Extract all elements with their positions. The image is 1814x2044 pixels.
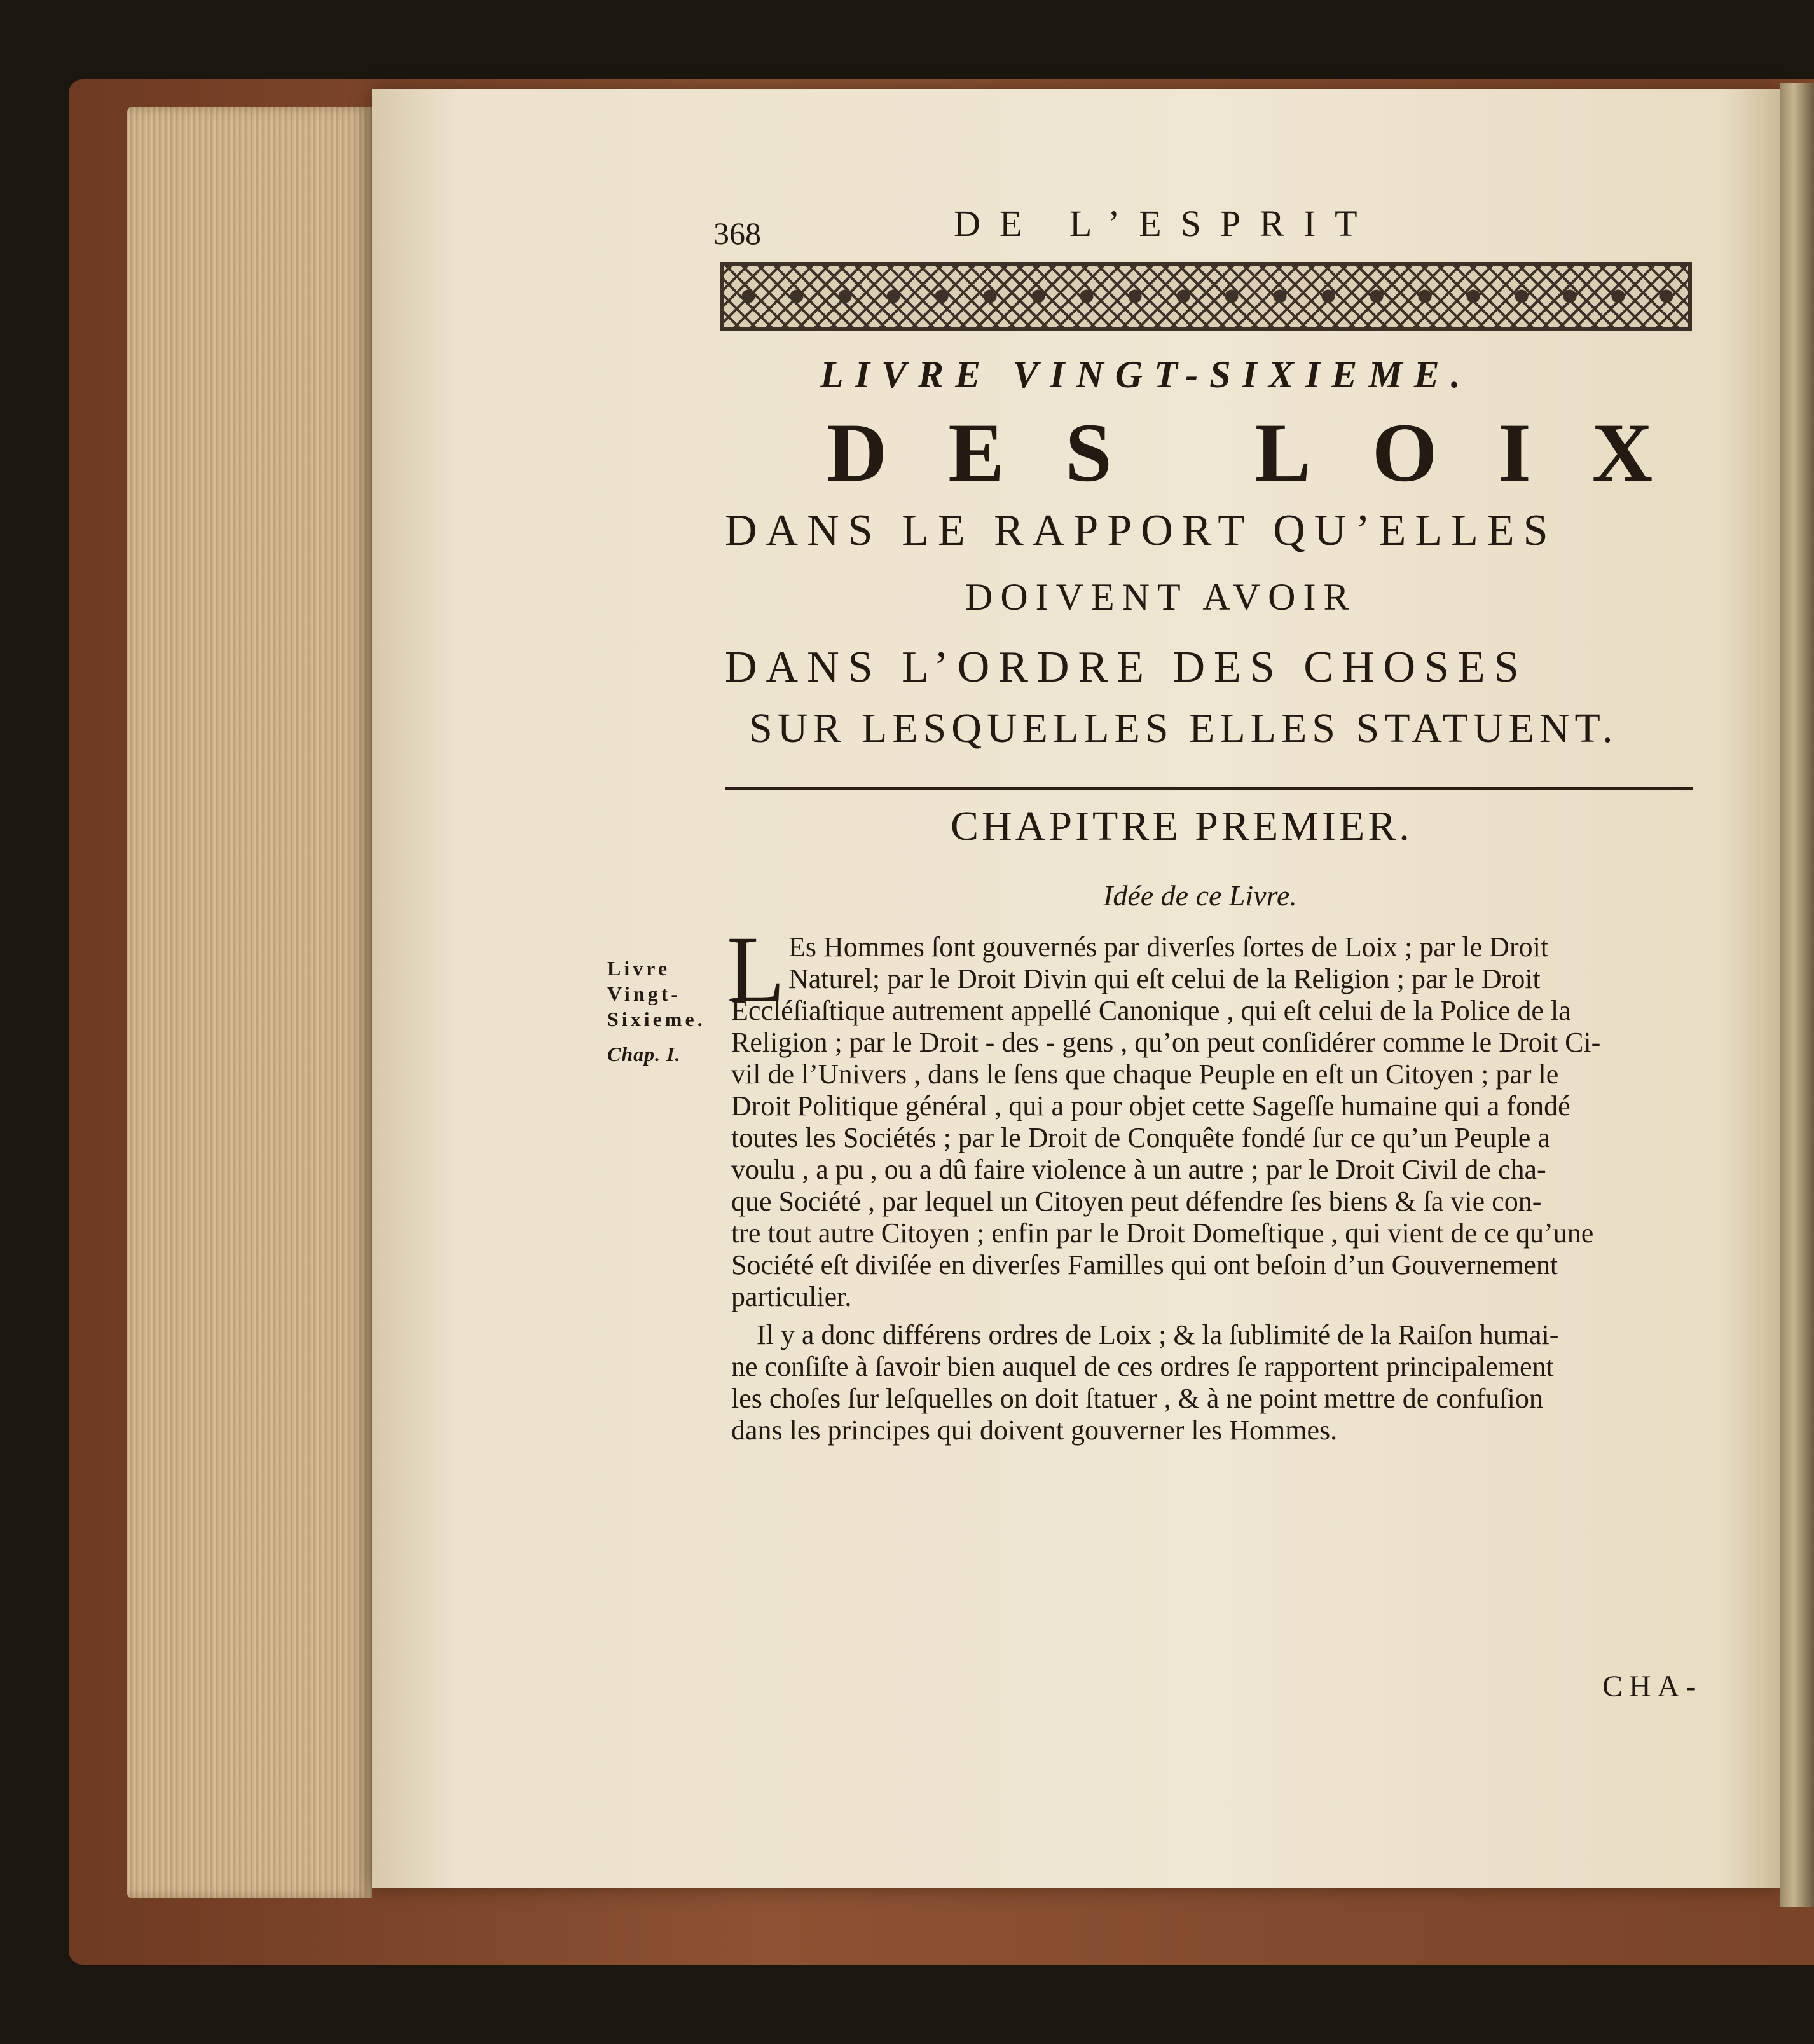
body-line: Il y a donc différens ordres de Loix ; & la ſublimité de la Raiſon humai- — [757, 1319, 1559, 1350]
margin-note-line: Sixieme. — [607, 1008, 706, 1031]
body-line: Droit Politique général , qui a pour objet cette Sageſſe humaine qui a fondé — [731, 1090, 1570, 1121]
title-line: DOIVENT AVOIR — [965, 576, 1357, 618]
book-title: LIVRE VINGT-SIXIEME. — [820, 353, 1472, 395]
body-line: tre tout autre Citoyen ; enfin par le Droit Domeſtique , qui vient de ce qu’une — [731, 1217, 1594, 1249]
body-line: Société eſt diviſée en diverſes Familles qui ont beſoin d’un Gouvernement — [731, 1249, 1558, 1280]
margin-note-line: Livre — [607, 957, 671, 980]
body-line: voulu , a pu , ou a dû faire violence à un autre ; par le Droit Civil de cha- — [731, 1154, 1546, 1185]
margin-note-line: Chap. I. — [607, 1043, 681, 1066]
body-line: Eccléſiaſtique autrement appellé Canonique , qui eſt celui de la Police de la — [731, 995, 1571, 1026]
ornament-band — [720, 262, 1692, 331]
title-line: SUR LESQUELLES ELLES STATUENT. — [749, 705, 1618, 751]
body-line: que Société , par lequel un Citoyen peut défendre ſes biens & ſa vie con- — [731, 1186, 1542, 1217]
catchword: CHA- — [1602, 1670, 1703, 1703]
body-line: les choſes ſur leſquelles on doit ſtatuer , & à ne point mettre de confuſion — [731, 1383, 1543, 1414]
title-line: DANS L’ORDRE DES CHOSES — [725, 643, 1528, 692]
body-line: ne conſiſte à ſavoir bien auquel de ces ordres ſe rapportent principalement — [731, 1351, 1554, 1382]
body-line: Naturel; par le Droit Divin qui eſt celui de la Religion ; par le Droit — [788, 963, 1541, 994]
body-line: toutes les Sociétés ; par le Droit de Conquête fondé ſur ce qu’un Peuple a — [731, 1122, 1550, 1153]
chapter-subtitle: Idée de ce Livre. — [1103, 879, 1297, 912]
divider-rule — [725, 787, 1693, 790]
margin-note-line: Vingt- — [607, 982, 681, 1005]
main-title: DES LOIX — [827, 406, 1714, 499]
title-line: DANS LE RAPPORT QU’ELLES — [725, 506, 1557, 555]
body-line: Religion ; par le Droit - des - gens , qu’on peut conſidérer comme le Droit Ci- — [731, 1027, 1601, 1058]
body-line: dans les principes qui doivent gouverner les Hommes. — [731, 1415, 1338, 1446]
body-line: particulier. — [731, 1281, 852, 1312]
chapter-heading: CHAPITRE PREMIER. — [951, 803, 1413, 849]
running-head: DE L’ESPRIT — [954, 203, 1377, 244]
body-line: Es Hommes ſont gouvernés par diverſes ſortes de Loix ; par le Droit — [788, 931, 1549, 963]
page-number: 368 — [713, 216, 761, 251]
drop-cap: L — [727, 917, 785, 1022]
page-edges — [127, 107, 372, 1898]
facing-page-edge — [1780, 83, 1814, 1907]
body-line: vil de l’Univers , dans le ſens que chaque Peuple en eſt un Citoyen ; par le — [731, 1059, 1559, 1090]
